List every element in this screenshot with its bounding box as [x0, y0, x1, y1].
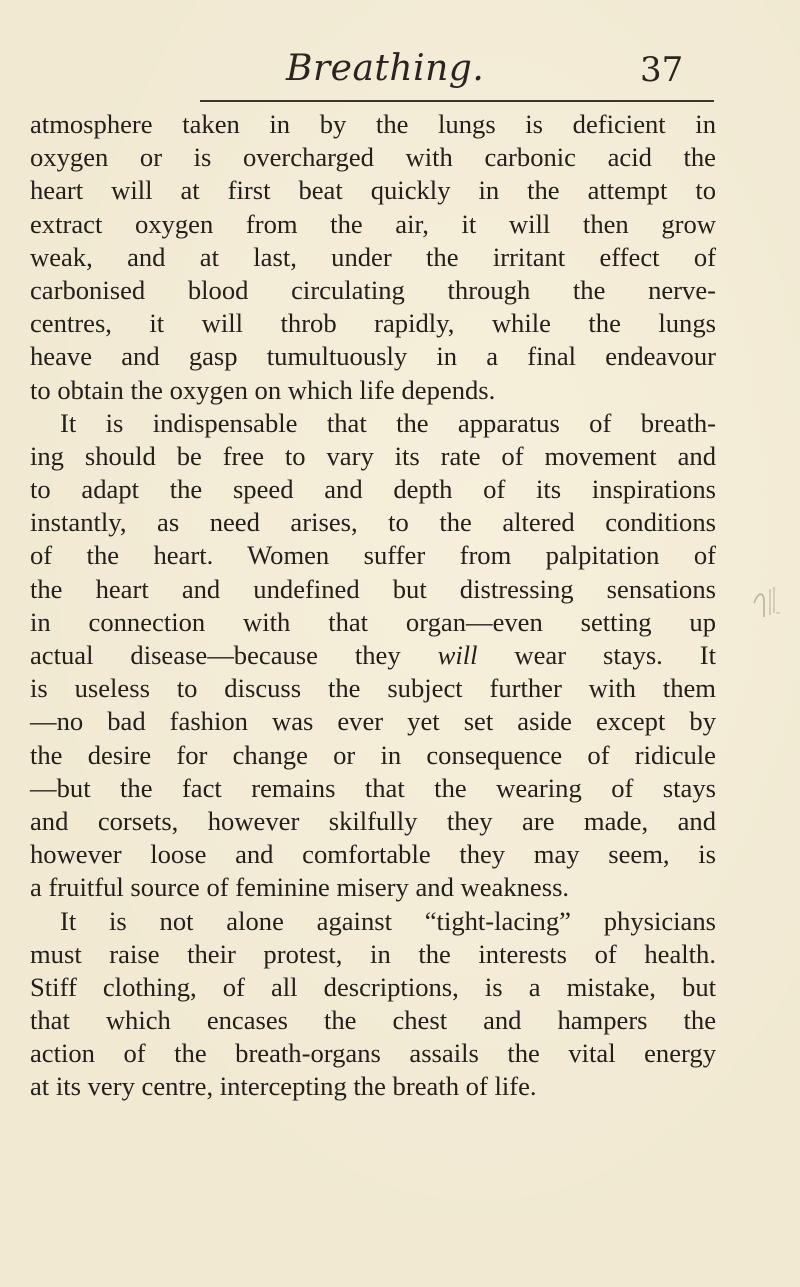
- text-line: action of the breath-organs assails the vital energy: [30, 1038, 716, 1069]
- text-line: heave and gasp tumultuously in a final endeavour: [30, 341, 716, 372]
- text-line: It is not alone against “tight-lacing” physicians: [60, 905, 716, 936]
- text-line: extract oxygen from the air, it will then grow: [30, 208, 716, 239]
- text-line: Stiff clothing, of all descriptions, is a mistake, but: [30, 971, 716, 1002]
- text-line: It is indispensable that the apparatus of breath-: [60, 407, 716, 438]
- text-line: however loose and comfortable they may seem, is: [30, 839, 716, 870]
- text-line: carbonised blood circulating through the nerve-: [30, 274, 716, 305]
- text-line: at its very centre, intercepting the breath of life.: [30, 1071, 537, 1102]
- text-line: the desire for change or in consequence of ridicule: [30, 739, 716, 770]
- text-line: —but the fact remains that the wearing of stays: [30, 772, 716, 803]
- emphasized-word: will: [437, 640, 478, 670]
- text-segment: actual disease—because they: [30, 640, 401, 670]
- text-line: heart will at first beat quickly in the attempt to: [30, 175, 716, 206]
- text-line: is useless to discuss the subject further with them: [30, 673, 716, 704]
- text-line-with-emphasis: [30, 639, 716, 672]
- margin-pencil-mark: [752, 583, 782, 619]
- text-line: instantly, as need arises, to the altered conditions: [30, 507, 716, 538]
- page-header: [200, 48, 720, 108]
- header-rule: [200, 100, 714, 102]
- running-title: Breathing.: [286, 48, 485, 89]
- text-line: —no bad fashion was ever yet set aside except by: [30, 706, 716, 737]
- text-line: in connection with that organ—even setting up: [30, 606, 716, 637]
- text-line: that which encases the chest and hampers the: [30, 1005, 716, 1036]
- text-line: a fruitful source of feminine misery and weakness.: [30, 872, 570, 903]
- text-line: the heart and undefined but distressing sensations: [30, 573, 716, 604]
- text-line: and corsets, however skilfully they are made, and: [30, 805, 716, 836]
- text-line: to adapt the speed and depth of its inspirations: [30, 474, 716, 505]
- body-text: [30, 108, 716, 1104]
- text-line: weak, and at last, under the irritant effect of: [30, 241, 716, 272]
- text-line: centres, it will throb rapidly, while the lungs: [30, 308, 716, 339]
- text-line: to obtain the oxygen on which life depends.: [30, 374, 496, 405]
- text-line: must raise their protest, in the interests of health.: [30, 938, 716, 969]
- page-number: 37: [640, 50, 684, 90]
- text-line: atmosphere taken in by the lungs is deficient in: [30, 109, 716, 139]
- text-segment: wear stays. It: [514, 640, 716, 670]
- text-line: oxygen or is overcharged with carbonic acid the: [30, 142, 716, 173]
- text-line: ing should be free to vary its rate of movement and: [30, 440, 716, 471]
- text-line: of the heart. Women suffer from palpitation of: [30, 540, 716, 571]
